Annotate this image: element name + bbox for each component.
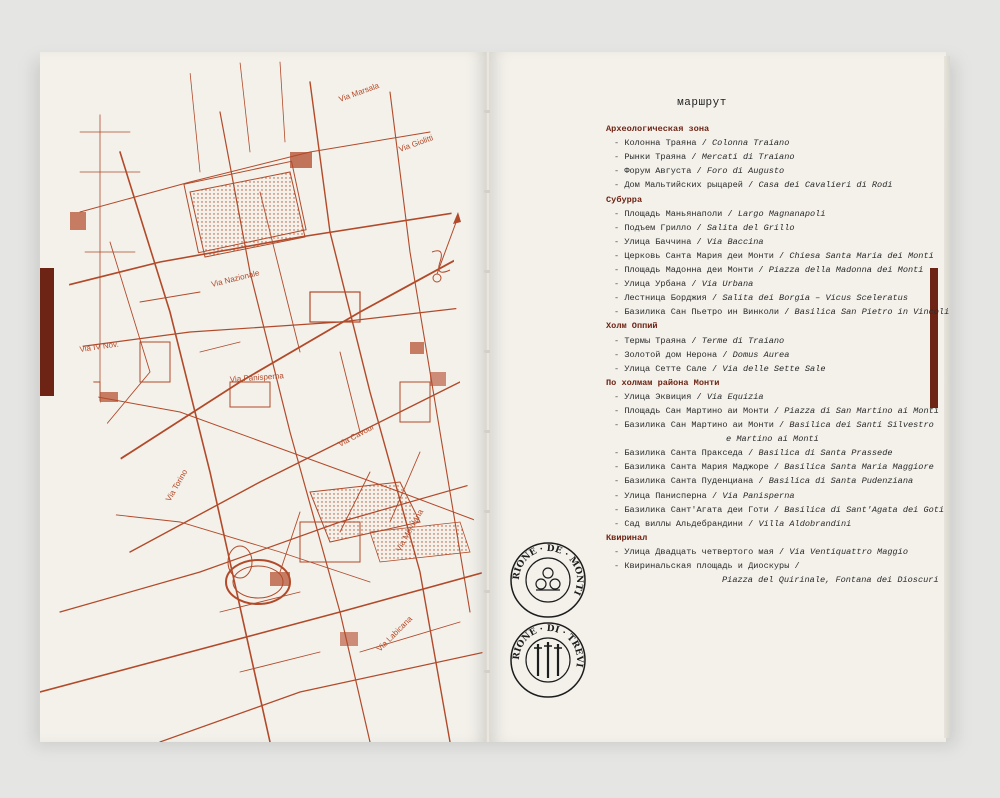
route-item-dash: - bbox=[614, 420, 625, 431]
route-item-ru: Улица Сетте Сале bbox=[624, 363, 707, 374]
route-item bbox=[606, 474, 946, 488]
route-item-dash: - bbox=[614, 561, 625, 571]
route-item-separator: / bbox=[691, 391, 707, 402]
route-item-separator: / bbox=[768, 462, 785, 473]
route-item-separator: / bbox=[742, 448, 759, 459]
route-item bbox=[606, 390, 946, 404]
route-item-separator: / bbox=[717, 349, 733, 360]
map-street-label: Via Marsala bbox=[337, 81, 381, 104]
route-item bbox=[606, 277, 946, 291]
route-item-dash: - bbox=[614, 208, 625, 219]
route-item-it: Villa Aldobrandini bbox=[758, 518, 852, 529]
route-item-it: Via Ventiquattro Maggio bbox=[789, 546, 908, 557]
route-item-separator: / bbox=[753, 265, 769, 276]
route-item-ru: Улица Панисперна bbox=[624, 490, 707, 501]
route-item-separator: / bbox=[773, 420, 790, 431]
svg-text:RIONE · DE · MONTI bbox=[512, 544, 584, 597]
route-item-dash: - bbox=[614, 504, 625, 515]
route-item-it: Chiesa Santa Maria dei Monti bbox=[789, 250, 934, 261]
route-item-dash: - bbox=[614, 265, 625, 276]
route-item-it: Basilica dei Santi Silvestro bbox=[789, 420, 934, 431]
route-item-separator: / bbox=[768, 405, 785, 416]
route-item-separator: / bbox=[706, 293, 723, 304]
route-item-dash: - bbox=[614, 138, 625, 149]
route-item-it: Foro di Augusto bbox=[706, 166, 785, 177]
route-item-it: Piazza di San Martino ai Monti bbox=[784, 405, 939, 416]
route-item-it: Salita del Grillo bbox=[706, 222, 795, 233]
map-street-label: Via Giolitti bbox=[397, 133, 435, 154]
route-item-it: Basilica di Sant'Agata dei Goti bbox=[784, 504, 945, 515]
seal-trevi-text: RIONE · DI · TREVI bbox=[511, 623, 585, 668]
route-item-separator: / bbox=[742, 180, 759, 191]
route-sections bbox=[606, 122, 950, 587]
route-item-separator: / bbox=[696, 138, 713, 149]
rione-monti-map bbox=[40, 52, 488, 742]
route-item-dash: - bbox=[614, 462, 625, 473]
rione-monti-seal bbox=[508, 540, 588, 620]
map-street-label: Via Torino bbox=[163, 467, 190, 503]
route-item-separator: / bbox=[691, 236, 707, 247]
route-item bbox=[606, 348, 946, 362]
route-item bbox=[606, 221, 946, 235]
route-item-separator: / bbox=[753, 476, 769, 487]
route-item-dash: - bbox=[614, 546, 625, 557]
route-item-ru: Улица Эквиция bbox=[624, 391, 692, 402]
route-item-ru: Церковь Санта Мария деи Монти bbox=[624, 250, 774, 261]
route-item-dash: - bbox=[614, 349, 625, 360]
route-item-dash: - bbox=[614, 518, 625, 529]
route-item bbox=[606, 404, 946, 418]
compass-rose-icon bbox=[432, 212, 461, 282]
route-item-ru: Базилика Санта Праксeда bbox=[624, 448, 743, 459]
route-item bbox=[606, 489, 946, 503]
route-item-ru: Колонна Траяна bbox=[624, 138, 697, 149]
map-street-label: Via Cavour bbox=[336, 422, 376, 449]
route-section-title: Субурра bbox=[606, 194, 643, 205]
route-item-separator: / bbox=[691, 166, 707, 177]
route-item bbox=[606, 545, 946, 559]
route-item-ru: Площадь Мадонна деи Монти bbox=[624, 265, 754, 276]
route-section-title: Квиринал bbox=[606, 532, 648, 543]
map-street-label: Via Panisperna bbox=[229, 371, 285, 384]
route-item-it: Casa dei Cavalieri di Rodi bbox=[758, 180, 893, 191]
route-item-it: Via delle Sette Sale bbox=[722, 363, 826, 374]
map-street-label: Via Nazionale bbox=[210, 268, 261, 289]
route-item-separator: / bbox=[686, 152, 702, 163]
route-item-it: Basilica Santa Maria Maggiore bbox=[784, 462, 934, 473]
route-item-it: Piazza della Madonna dei Monti bbox=[768, 265, 924, 276]
route-item-separator: / bbox=[722, 208, 738, 219]
route-item-continuation: e Martino ai Monti bbox=[726, 434, 819, 445]
route-item-ru: Базилика Сан Пьетро ин Винколи bbox=[624, 307, 780, 318]
route-item-dash: - bbox=[614, 236, 625, 247]
route-item bbox=[606, 164, 946, 178]
route-item-separator: / bbox=[706, 363, 723, 374]
route-item bbox=[606, 235, 946, 249]
route-item-separator: / bbox=[768, 504, 785, 515]
route-item-separator: / bbox=[773, 250, 790, 261]
route-item-ru: Базилика Санта Пуденциана bbox=[624, 476, 754, 487]
route-item bbox=[606, 136, 946, 150]
route-item bbox=[606, 559, 946, 573]
route-section-title: Холм Оппий bbox=[606, 321, 658, 332]
route-item-separator: / bbox=[773, 546, 790, 557]
route-title: маршрут bbox=[677, 97, 727, 109]
three-swords-emblem bbox=[534, 642, 562, 678]
route-item-it: Basilica San Pietro in Vincoli bbox=[794, 307, 950, 318]
route-item-dash: - bbox=[614, 180, 625, 191]
route-item-separator: / bbox=[691, 222, 707, 233]
route-item-ru: Базилика Санта Мария Маджоре bbox=[624, 462, 769, 473]
route-item-it: Basilica di Santa Pudenziana bbox=[768, 476, 914, 487]
rione-trevi-seal bbox=[508, 620, 588, 700]
route-item-ru: Улица Урбана bbox=[624, 279, 687, 290]
route-item-ru: Улица Баччина bbox=[624, 236, 692, 247]
route-item-ru: Базилика Сан Мартино аи Монти bbox=[624, 420, 774, 431]
route-item-ru: Подъем Грилло bbox=[624, 222, 692, 233]
route-item-it: Mercati di Traiano bbox=[701, 152, 795, 163]
route-item-dash: - bbox=[614, 222, 625, 233]
map-street-label: Via Merulana bbox=[393, 507, 426, 553]
route-item-it: Terme di Traiano bbox=[701, 335, 785, 346]
route-item-ru: Рынки Траяна bbox=[624, 152, 687, 163]
route-item-separator: / bbox=[686, 335, 702, 346]
route-item-it: Salita dei Borgia – Vicus Sceleratus bbox=[722, 293, 908, 304]
route-item-ru: Лестница Борджия bbox=[624, 293, 707, 304]
route-item-ru: Дом Мальтийских рыцарей bbox=[624, 180, 743, 191]
route-item-separator: / bbox=[742, 518, 759, 529]
route-item-it: Via Baccina bbox=[706, 236, 764, 247]
route-item-separator: / bbox=[779, 307, 795, 318]
route-item-dash: - bbox=[614, 363, 625, 374]
route-item-ru: Площадь Сан Мартино аи Монти bbox=[624, 405, 769, 416]
map-street-label: Via IV Nov. bbox=[79, 339, 120, 354]
route-item-dash: - bbox=[614, 293, 625, 304]
route-item bbox=[606, 418, 946, 432]
route-item bbox=[606, 263, 946, 277]
route-item-dash: - bbox=[614, 250, 625, 261]
seal-monti-text: RIONE · DE · MONTI bbox=[511, 543, 585, 597]
route-item-ru: Площадь Маньянаполи bbox=[624, 208, 723, 219]
route-item bbox=[606, 362, 946, 376]
route-item-dash: - bbox=[614, 152, 625, 163]
route-item bbox=[606, 305, 950, 319]
route-item bbox=[606, 446, 946, 460]
route-item-separator: / bbox=[686, 279, 702, 290]
route-item-dash: - bbox=[614, 279, 625, 290]
route-item-dash: - bbox=[614, 490, 625, 501]
route-section-title: Археологическая зона bbox=[606, 124, 710, 135]
route-section-title: По холмам района Монти bbox=[606, 377, 720, 388]
route-item-it: Via Panisperna bbox=[722, 490, 795, 501]
route-item-dash: - bbox=[614, 476, 625, 487]
route-item-ru: Улица Двадцать четвертого мая bbox=[624, 546, 774, 557]
route-item bbox=[606, 207, 946, 221]
route-item-dash: - bbox=[614, 405, 625, 416]
route-item-continuation: Piazza del Quirinale, Fontana dei Dioscuri bbox=[722, 575, 939, 586]
route-item-it: Colonna Traiano bbox=[712, 138, 790, 149]
route-item bbox=[606, 249, 946, 263]
route-item-ru: Золотой дом Нерона bbox=[624, 349, 718, 360]
route-list bbox=[606, 96, 950, 587]
route-item-separator: / bbox=[706, 490, 723, 501]
route-item-it: Domus Aurea bbox=[732, 349, 790, 360]
route-item-dash: - bbox=[614, 448, 625, 459]
route-item-dash: - bbox=[614, 335, 625, 346]
route-item-ru: Термы Траяна bbox=[624, 335, 687, 346]
route-item bbox=[606, 460, 946, 474]
route-item bbox=[606, 178, 946, 192]
route-item bbox=[606, 334, 946, 348]
route-item-ru: Базилика Сант'Агата деи Готи bbox=[624, 504, 769, 515]
route-item bbox=[606, 517, 946, 531]
route-item-it: Basilica di Santa Prassede bbox=[758, 448, 893, 459]
route-item-it: Largo Magnanapoli bbox=[737, 208, 826, 219]
route-item bbox=[606, 150, 946, 164]
route-item bbox=[606, 291, 946, 305]
route-item-dash: - bbox=[614, 307, 625, 318]
route-item-ru: Квиринальская площадь и Диоскуры bbox=[624, 561, 790, 571]
route-item-ru: Сад виллы Альдебрандини bbox=[624, 518, 743, 529]
route-item-ru: Форум Августа bbox=[624, 166, 692, 177]
map-street-label: Via Labicana bbox=[375, 614, 415, 654]
route-item-trailing-slash: / bbox=[794, 561, 800, 571]
route-item-dash: - bbox=[614, 391, 625, 402]
route-item bbox=[606, 503, 946, 517]
route-item-it: Via Equizia bbox=[706, 391, 764, 402]
route-item-it: Via Urbana bbox=[701, 279, 754, 290]
route-item-dash: - bbox=[614, 166, 625, 177]
three-mounts-emblem bbox=[536, 568, 560, 590]
